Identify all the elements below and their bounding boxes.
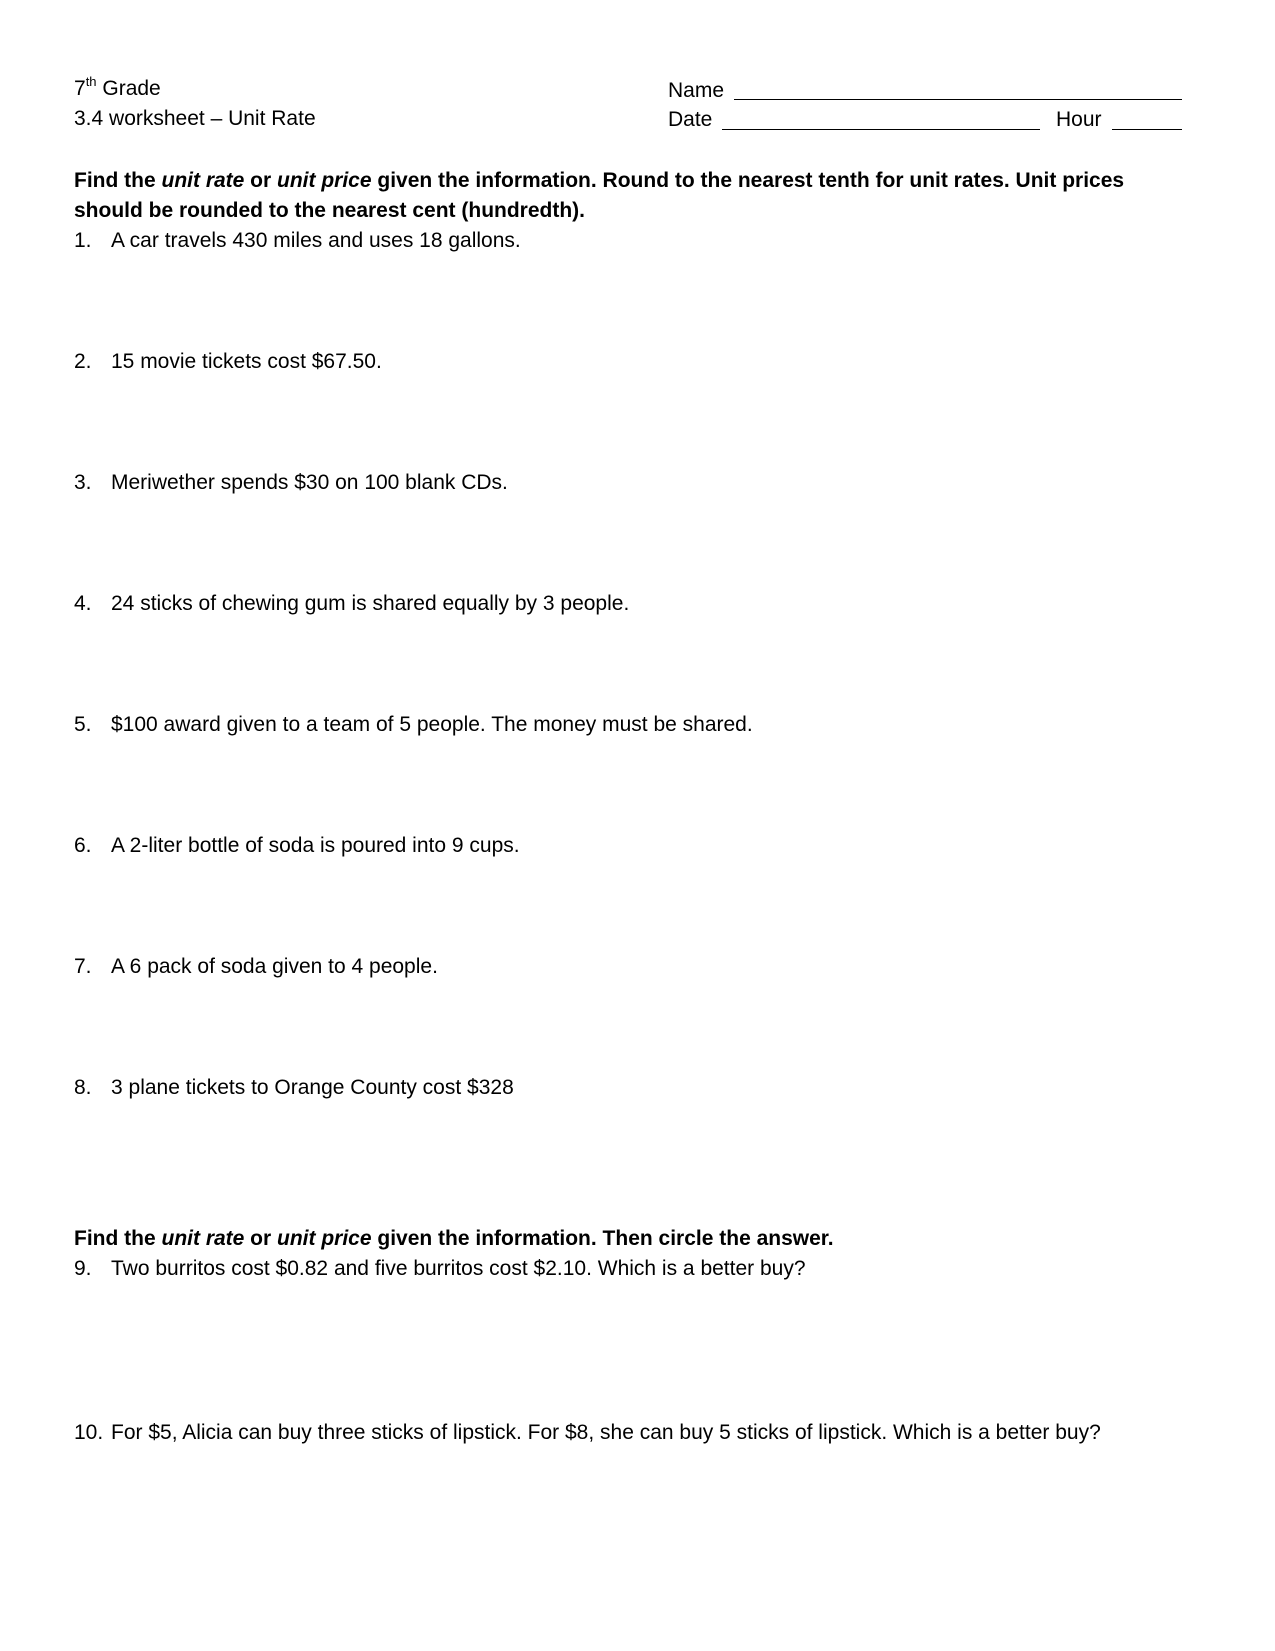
- problem-text: A 2-liter bottle of soda is poured into 9 cups.: [111, 834, 520, 857]
- grade-number: 7: [74, 77, 86, 100]
- instruction-text: or: [244, 1227, 278, 1250]
- grade-suffix: th: [85, 74, 97, 89]
- problem-text: Two burritos cost $0.82 and five burritos cost $2.10. Which is a better buy?: [111, 1257, 806, 1280]
- problem-text: For $5, Alicia can buy three sticks of lipstick. For $8, she can buy 5 sticks of lipstick. Which is a better buy?: [111, 1421, 1101, 1444]
- problem-text: $100 award given to a team of 5 people. The money must be shared.: [111, 713, 753, 736]
- term-unit-price: unit price: [277, 169, 372, 192]
- name-field[interactable]: [734, 99, 1182, 100]
- problem-item: [74, 956, 438, 977]
- grade-word: Grade: [102, 77, 161, 100]
- grade-label: [74, 74, 161, 100]
- section1-instruction: [74, 170, 1124, 191]
- section1-instruction-line2: should be rounded to the nearest cent (hundredth).: [74, 199, 586, 222]
- problem-item: [74, 835, 520, 856]
- problem-number: 8.: [74, 1076, 92, 1099]
- problem-item: [74, 714, 753, 735]
- instruction-text: given the information. Then circle the answer.: [371, 1227, 834, 1250]
- name-label: Name: [668, 79, 725, 102]
- date-label: Date: [668, 108, 713, 131]
- problem-item: [74, 1422, 1101, 1443]
- instruction-text: Find the: [74, 169, 162, 192]
- term-unit-price: unit price: [277, 1227, 372, 1250]
- instruction-text: Find the: [74, 1227, 162, 1250]
- term-unit-rate: unit rate: [161, 169, 245, 192]
- problem-number: 3.: [74, 471, 92, 494]
- problem-number: 4.: [74, 592, 92, 615]
- hour-label: Hour: [1056, 108, 1102, 131]
- hour-field[interactable]: [1112, 129, 1182, 130]
- worksheet-title: 3.4 worksheet – Unit Rate: [74, 107, 316, 130]
- problem-item: [74, 1258, 806, 1279]
- problem-text: A 6 pack of soda given to 4 people.: [111, 955, 438, 978]
- problem-number: 2.: [74, 350, 92, 373]
- term-unit-rate: unit rate: [161, 1227, 245, 1250]
- problem-item: [74, 472, 508, 493]
- problem-item: [74, 1077, 514, 1098]
- problem-text: Meriwether spends $30 on 100 blank CDs.: [111, 471, 508, 494]
- problem-item: [74, 351, 382, 372]
- problem-number: 6.: [74, 834, 92, 857]
- problem-item: [74, 593, 629, 614]
- date-field[interactable]: [722, 129, 1040, 130]
- problem-text: 3 plane tickets to Orange County cost $328: [111, 1076, 514, 1099]
- instruction-text: given the information. Round to the nearest tenth for unit rates. Unit prices: [371, 169, 1125, 192]
- problem-number: 5.: [74, 713, 92, 736]
- problem-number: 9.: [74, 1257, 92, 1280]
- problem-item: [74, 230, 521, 251]
- problem-number: 10.: [74, 1421, 104, 1444]
- problem-number: 7.: [74, 955, 92, 978]
- problem-text: 24 sticks of chewing gum is shared equally by 3 people.: [111, 592, 630, 615]
- problem-text: A car travels 430 miles and uses 18 gallons.: [111, 229, 521, 252]
- section2-instruction: [74, 1228, 834, 1249]
- problem-number: 1.: [74, 229, 92, 252]
- problem-text: 15 movie tickets cost $67.50.: [111, 350, 382, 373]
- instruction-text: or: [244, 169, 278, 192]
